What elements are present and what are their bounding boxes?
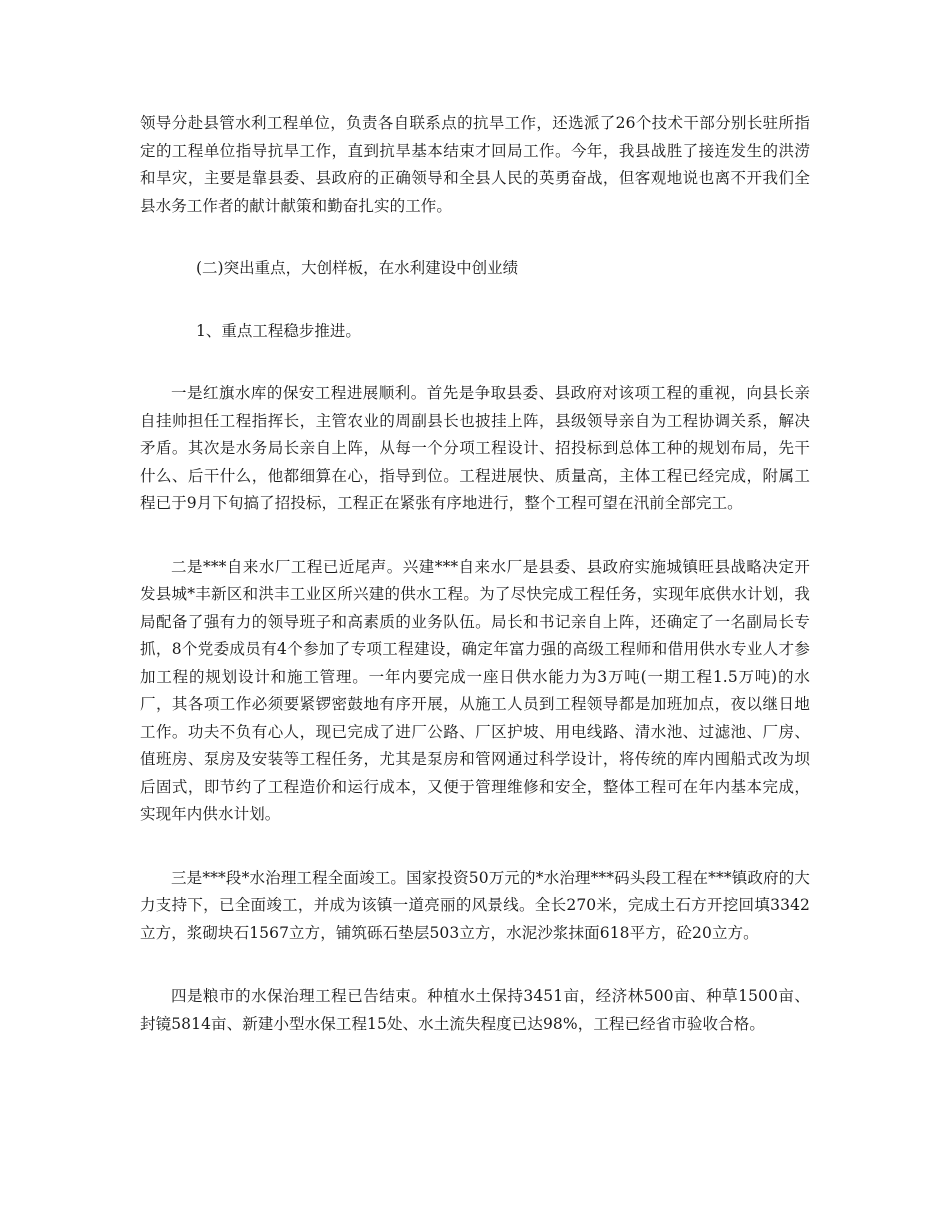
subsection-heading-1: 1、重点工程稳步推进。: [196, 321, 361, 340]
paragraph-spacer: [140, 829, 810, 865]
document-page: [140, 110, 810, 1038]
section-heading-2: (二)突出重点，大创样板，在水利建设中创业绩: [196, 259, 519, 277]
paragraph-waterworks: 二是***自来水厂工程已近尾声。兴建***自来水厂是县委、县政府实施城镇旺县战略决定开发县城*丰新区和洪丰工业区所兴建的供水工程。为了尽快完成工程任务，实现年底供水计划，我局配备了强有力的领导班子和高素质的业务队伍。局长和书记亲自上阵，还确定了一名副局长专抓，8个党委成员有4个参加了专项工程建设，确定年富力强的高级工程师和借用供水专业人才参加工程的规划设计和施工管理。一年内要完成一座日供水能力为3万吨(一期工程1.5万吨)的水厂，其各项工作必须要紧锣密鼓地有序开展，从施工人员到工程领导都是加班加点，夜以继日地工作。功夫不负有心人，现已完成了进厂公路、厂区护坡、用电线路、清水池、过滤池、厂房、值班房、泵房及安装等工程任务，尤其是泵房和管网通过科学设计，将传统的库内囤船式改为坝后固式，即节约了工程造价和运行成本，又便于管理维修和安全，整体工程可在年内基本完成，实现年内供水计划。: [140, 557, 810, 823]
paragraph-drought-relief: 领导分赴县管水利工程单位，负责各自联系点的抗旱工作，还选派了26个技术干部分别长驻所指定的工程单位指导抗旱工作，直到抗旱基本结束才回局工作。今年，我县战胜了接连发生的洪涝和旱灾，主要是靠县委、县政府的正确领导和全县人民的英勇奋战，但客观地说也离不开我们全县水务工作者的献计献策和勤奋扎实的工作。: [140, 114, 810, 215]
paragraph-soil-conservation: 四是粮市的水保治理工程已告结束。种植水土保持3451亩，经济林500亩、种草1500亩、封镜5814亩、新建小型水保工程15处、水土流失程度已达98%，工程已经省市验收合格。: [140, 987, 810, 1033]
paragraph-spacer: [140, 518, 810, 554]
paragraph-spacer: [140, 947, 810, 983]
paragraph-hongqi-reservoir: 一是红旗水库的保安工程进展顺利。首先是争取县委、县政府对该项工程的重视，向县长亲自挂帅担任工程指挥长，主管农业的周副县长也披挂上阵，县级领导亲自为工程协调关系，解决矛盾。其次是水务局长亲自上阵，从每一个分项工程设计、招投标到总体工种的规划布局，先干什么、后干什么，他都细算在心，指导到位。工程进展快、质量高，主体工程已经完成，附属工程已于9月下旬搞了招投标，工程正在紧张有序地进行，整个工程可望在汛前全部完工。: [140, 384, 810, 512]
paragraph-spacer: [140, 283, 810, 318]
paragraph-river-treatment: 三是***段*水治理工程全面竣工。国家投资50万元的*水治理***码头段工程在***镇政府的大力支持下，已全面竣工，并成为该镇一道亮丽的风景线。全长270米，完成土石方开挖回填3342立方，浆砌块石1567立方，铺筑砾石垫层503立方，水泥沙浆抹面618平方，砼20立方。: [140, 868, 810, 942]
paragraph-spacer: [140, 345, 810, 380]
paragraph-spacer: [140, 220, 810, 255]
